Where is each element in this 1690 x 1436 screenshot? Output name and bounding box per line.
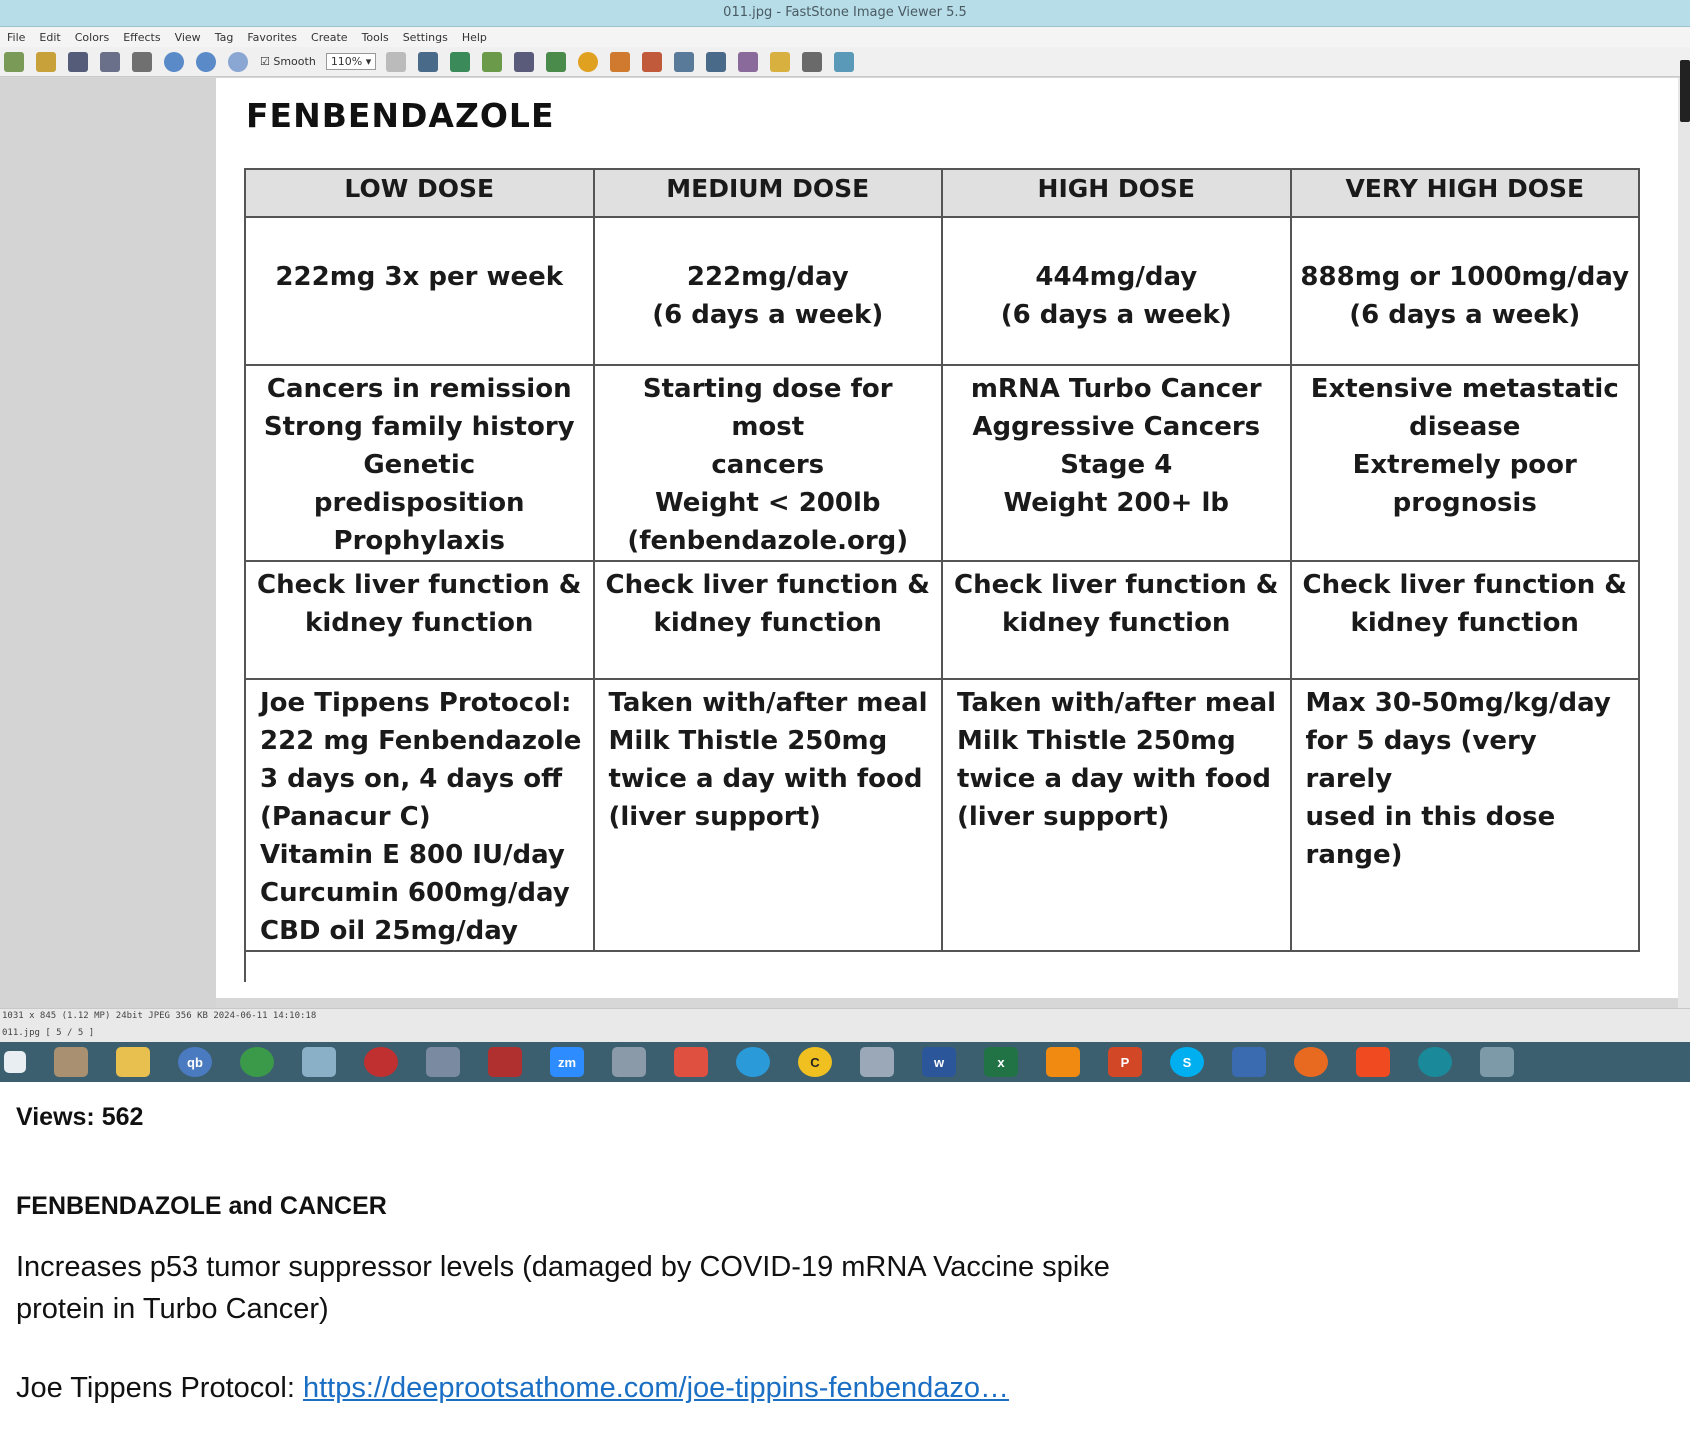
brave-icon[interactable] [1356, 1047, 1390, 1077]
notepad-icon[interactable] [302, 1047, 336, 1077]
start-icon[interactable] [4, 1051, 26, 1073]
post-title: FENBENDAZOLE and CANCER [16, 1192, 387, 1220]
app-icon[interactable] [54, 1047, 88, 1077]
slideshow-icon[interactable] [834, 52, 854, 72]
table-cell: 444mg/day (6 days a week) [942, 217, 1291, 365]
scrollbar-thumb[interactable] [1680, 60, 1690, 122]
app-red-icon[interactable] [364, 1047, 398, 1077]
menu-settings[interactable]: Settings [402, 30, 448, 44]
powerpoint-icon[interactable]: P [1108, 1047, 1142, 1077]
c-icon[interactable]: C [798, 1047, 832, 1077]
table-cell: Cancers in remission Strong family history Genetic predisposition Prophylaxis [245, 365, 594, 561]
menu-view[interactable]: View [174, 30, 201, 44]
table-header-row [245, 169, 1639, 217]
edge-icon[interactable] [1418, 1047, 1452, 1077]
menu-help[interactable]: Help [461, 30, 487, 44]
zoom-icon[interactable]: zm [550, 1047, 584, 1077]
image-icon[interactable] [450, 52, 470, 72]
table-row-monitoring [245, 561, 1639, 679]
skype-icon[interactable]: S [1170, 1047, 1204, 1077]
pdf-icon[interactable] [674, 1047, 708, 1077]
menu-favorites[interactable]: Favorites [247, 30, 298, 44]
smooth-label: Smooth [273, 55, 316, 68]
table-cell: Starting dose for most cancers Weight < 200lb (fenbendazole.org) [594, 365, 943, 561]
fit-icon[interactable] [418, 52, 438, 72]
sun-icon[interactable] [578, 52, 598, 72]
table-cell: Extensive metastatic disease Extremely poor prognosis [1291, 365, 1640, 561]
table-cell: Check liver function & kidney function [245, 561, 594, 679]
actual-size-icon[interactable] [228, 52, 248, 72]
zoom-value: 110% [330, 55, 363, 68]
menu-tools[interactable]: Tools [361, 30, 389, 44]
open-folder-icon[interactable] [36, 52, 56, 72]
table-cell: Max 30-50mg/kg/day for 5 days (very rarely used in this dose range) [1291, 679, 1640, 951]
image-info: 1031 x 845 (1.12 MP) 24bit JPEG 356 KB 2024-06-11 14:10:18 [2, 1011, 317, 1021]
frame-icon[interactable] [674, 52, 694, 72]
scanner-icon[interactable] [1232, 1047, 1266, 1077]
table-row-dosage [245, 217, 1639, 365]
dose-table [244, 168, 1640, 952]
menu-file[interactable]: File [7, 30, 26, 44]
column-header: HIGH DOSE [942, 169, 1291, 217]
table-cell: Joe Tippens Protocol: 222 mg Fenbendazole 3 days on, 4 days off (Panacur C) Vitamin E 800 IU/day Curcumin 600mg/day CBD oil 25mg/day [245, 679, 594, 951]
screen-icon[interactable] [706, 52, 726, 72]
firefox-icon[interactable] [1294, 1047, 1328, 1077]
column-header: MEDIUM DOSE [594, 169, 943, 217]
zoom-select[interactable]: 110% ▾ [326, 53, 376, 70]
effects-icon[interactable] [642, 52, 662, 72]
window-title: 011.jpg - FastStone Image Viewer 5.5 [723, 5, 967, 20]
table-cell: mRNA Turbo Cancer Aggressive Cancers Stage 4 Weight 200+ lb [942, 365, 1291, 561]
qb-icon[interactable]: qb [178, 1047, 212, 1077]
window-titlebar [0, 0, 1690, 27]
vertical-scrollbar[interactable] [1678, 78, 1690, 1008]
taskbar [0, 1042, 1690, 1082]
menu-bar [0, 27, 1690, 47]
acrobat-icon[interactable] [488, 1047, 522, 1077]
faststone-icon[interactable] [1480, 1047, 1514, 1077]
table-cell: Taken with/after meal Milk Thistle 250mg twice a day with food (liver support) [594, 679, 943, 951]
table-cell: 888mg or 1000mg/day (6 days a week) [1291, 217, 1640, 365]
palette-icon[interactable] [482, 52, 502, 72]
viewer-background [0, 78, 216, 1008]
view-count: Views: 562 [16, 1103, 144, 1131]
menu-effects[interactable]: Effects [123, 30, 161, 44]
table-cell: 222mg/day (6 days a week) [594, 217, 943, 365]
save-icon[interactable] [68, 52, 88, 72]
column-header: VERY HIGH DOSE [1291, 169, 1640, 217]
table-cell: Taken with/after meal Milk Thistle 250mg twice a day with food (liver support) [942, 679, 1291, 951]
zoom-out-icon[interactable] [196, 52, 216, 72]
protocol-label: Joe Tippens Protocol: [16, 1372, 303, 1404]
toolbar [0, 47, 1690, 77]
table-cell: Check liver function & kidney function [594, 561, 943, 679]
word-icon[interactable]: w [922, 1047, 956, 1077]
save-as-icon[interactable] [100, 52, 120, 72]
table-cell: Check liver function & kidney function [1291, 561, 1640, 679]
menu-create[interactable]: Create [311, 30, 348, 44]
crop-icon[interactable] [514, 52, 534, 72]
app-icon-2[interactable] [426, 1047, 460, 1077]
settings-icon[interactable] [612, 1047, 646, 1077]
menu-colors[interactable]: Colors [74, 30, 110, 44]
draw-icon[interactable] [738, 52, 758, 72]
table-cell: 222mg 3x per week [245, 217, 594, 365]
table-border-fragment [244, 946, 246, 982]
printer-icon[interactable] [802, 52, 822, 72]
post-body: Increases p53 tumor suppressor levels (damaged by COVID-19 mRNA Vaccine spike protein in Turbo Cancer) [16, 1251, 1110, 1325]
browser-icon[interactable] [4, 52, 24, 72]
table-cell: Check liver function & kidney function [942, 561, 1291, 679]
person-icon[interactable] [546, 52, 566, 72]
status-bar [0, 1008, 1690, 1043]
menu-tag[interactable]: Tag [214, 30, 234, 44]
excel-icon[interactable]: x [984, 1047, 1018, 1077]
zoom-in-icon[interactable] [164, 52, 184, 72]
table-row-notes [245, 679, 1639, 951]
hand-tool-icon[interactable] [386, 52, 406, 72]
image-canvas [216, 78, 1678, 998]
document-title: FENBENDAZOLE [246, 96, 555, 135]
image-viewer-icon[interactable] [860, 1047, 894, 1077]
protocol-line [16, 1372, 1009, 1405]
menu-edit[interactable]: Edit [39, 30, 61, 44]
smooth-checkbox[interactable]: ☑ Smooth [260, 55, 316, 68]
rotate-icon[interactable] [610, 52, 630, 72]
vlc-icon[interactable] [1046, 1047, 1080, 1077]
table-row-indications [245, 365, 1639, 561]
folder-icon[interactable] [770, 52, 790, 72]
print-icon[interactable] [132, 52, 152, 72]
telegram-icon[interactable] [736, 1047, 770, 1077]
file-explorer-icon[interactable] [116, 1047, 150, 1077]
chrome-icon[interactable] [240, 1047, 274, 1077]
protocol-link[interactable]: https://deeprootsathome.com/joe-tippins-fenbendazo… [302, 1372, 1010, 1404]
file-position: 011.jpg [ 5 / 5 ] [2, 1028, 95, 1038]
column-header: LOW DOSE [245, 169, 594, 217]
